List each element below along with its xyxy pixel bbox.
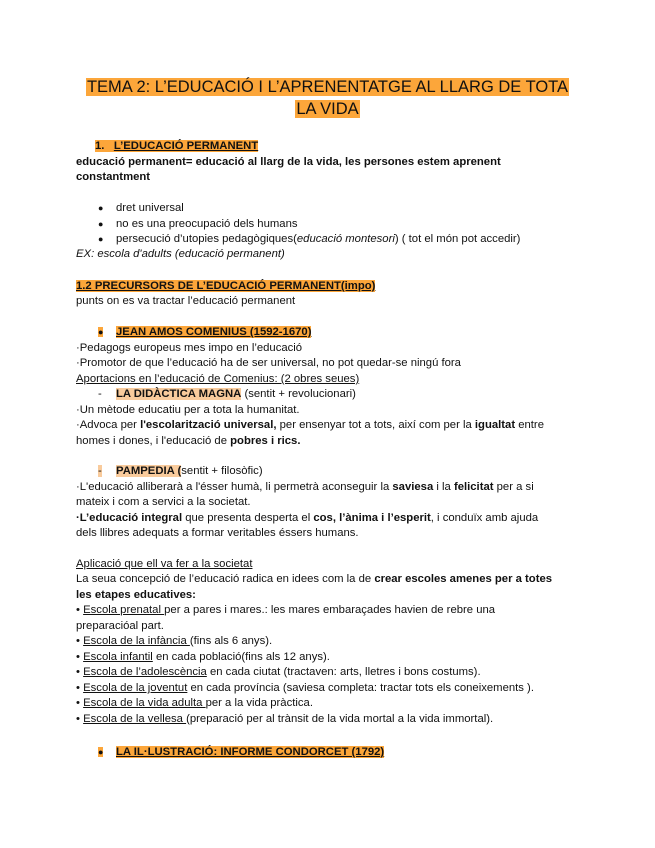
list-item: no es una preocupació dels humans xyxy=(116,218,298,230)
bullet-icon: ● xyxy=(98,747,104,757)
list-item: dret universal xyxy=(116,202,184,214)
dash-icon: - xyxy=(98,465,102,477)
didactica-line-1: ·Un mètode educatiu per a tota la humanitat. xyxy=(76,404,300,416)
section-2-heading: 1.2 PRECURSORS DE L’EDUCACIÓ PERMANENT(impo) xyxy=(76,280,376,292)
comenius-line: ·Promotor de que l’educació ha de ser universal, no pot quedar-se ningú fora xyxy=(76,357,461,369)
didactica-heading: LA DIDÀCTICA MAGNA (sentit + revolucionari) xyxy=(116,388,356,400)
section-2-intro: punts on es va tractar l’educació permanent xyxy=(76,295,296,307)
school-item: • Escola prenatal per a pares i mares.: les mares embaraçades havien de rebre una xyxy=(76,604,496,616)
list-item: persecució d’utopies pedagògiques(educació montesori) ( tot el món pot accedir) xyxy=(116,233,521,245)
school-item: • Escola de la infància (fins als 6 anys). xyxy=(76,635,273,647)
bullet-icon: ● xyxy=(98,327,104,337)
aplicacio-line-1: La seua concepció de l’educació radica en idees com la de crear escoles amenes per a totes xyxy=(76,573,553,585)
pampedia-line-3: ·L’educació integral que presenta desperta el cos, l’ànima i l’esperit, i conduïx amb ajuda xyxy=(76,512,539,524)
didactica-line-3: homes i dones, i l'educació de pobres i rics. xyxy=(76,435,301,447)
dash-icon: - xyxy=(98,388,102,400)
page-title-line-1: TEMA 2: L’EDUCACIÓ I L’APRENENTATGE AL LLARG DE TOTA xyxy=(86,78,569,96)
pampedia-line-1: ·L'educació alliberarà a l'ésser humà, li permetrà aconseguir la saviesa i la felicitat per a si xyxy=(76,481,534,493)
definition-line-2: constantment xyxy=(76,171,151,183)
pampedia-heading: PAMPEDIA (sentit + filosòfic) xyxy=(116,465,263,477)
definition-line-1: educació permanent= educació al llarg de la vida, les persones estem aprenent xyxy=(76,156,501,168)
school-item: • Escola de l’adolescència en cada ciutat (tractaven: arts, lletres i bons costums). xyxy=(76,666,481,678)
bullet-icon: ● xyxy=(98,219,104,229)
didactica-line-2: ·Advoca per l'escolarització universal, per ensenyar tot a tots, així com per la igualtat entre xyxy=(76,419,544,431)
school-item: • Escola de la vellesa (preparació per al trànsit de la vida mortal a la vida immortal). xyxy=(76,713,494,725)
aportacions-heading: Aportacions en l’educació de Comenius: (2 obres seues) xyxy=(76,373,360,385)
pampedia-line-2: mateix i com a servici a la societat. xyxy=(76,496,251,508)
bullet-icon: ● xyxy=(98,203,104,213)
example-line: EX: escola d'adults (educació permanent) xyxy=(76,248,285,260)
aplicacio-line-2: les etapes educatives: xyxy=(76,589,196,601)
comenius-line: ·Pedagogs europeus mes impo en l’educació xyxy=(76,342,303,354)
comenius-heading: JEAN AMOS COMENIUS (1592-1670) xyxy=(116,326,312,338)
aplicacio-heading: Aplicació que ell va fer a la societat xyxy=(76,558,253,570)
school-item: • Escola de la vida adulta per a la vida pràctica. xyxy=(76,697,313,709)
school-item: • Escola de la joventut en cada província (saviesa completa: tractar tots els coneixements ). xyxy=(76,682,534,694)
section-1-heading: 1. L’EDUCACIÓ PERMANENT xyxy=(95,140,259,152)
school-item-continuation: preparacióal part. xyxy=(76,620,164,632)
bullet-icon: ● xyxy=(98,234,104,244)
pampedia-line-4: dels llibres adequats a formar veritables éssers humans. xyxy=(76,527,359,539)
school-item: • Escola infantil en cada població(fins als 12 anys). xyxy=(76,651,330,663)
page-title-line-2: LA VIDA xyxy=(296,100,359,118)
illustracio-heading: LA IL·LUSTRACIÓ: INFORME CONDORCET (1792) xyxy=(116,746,385,758)
